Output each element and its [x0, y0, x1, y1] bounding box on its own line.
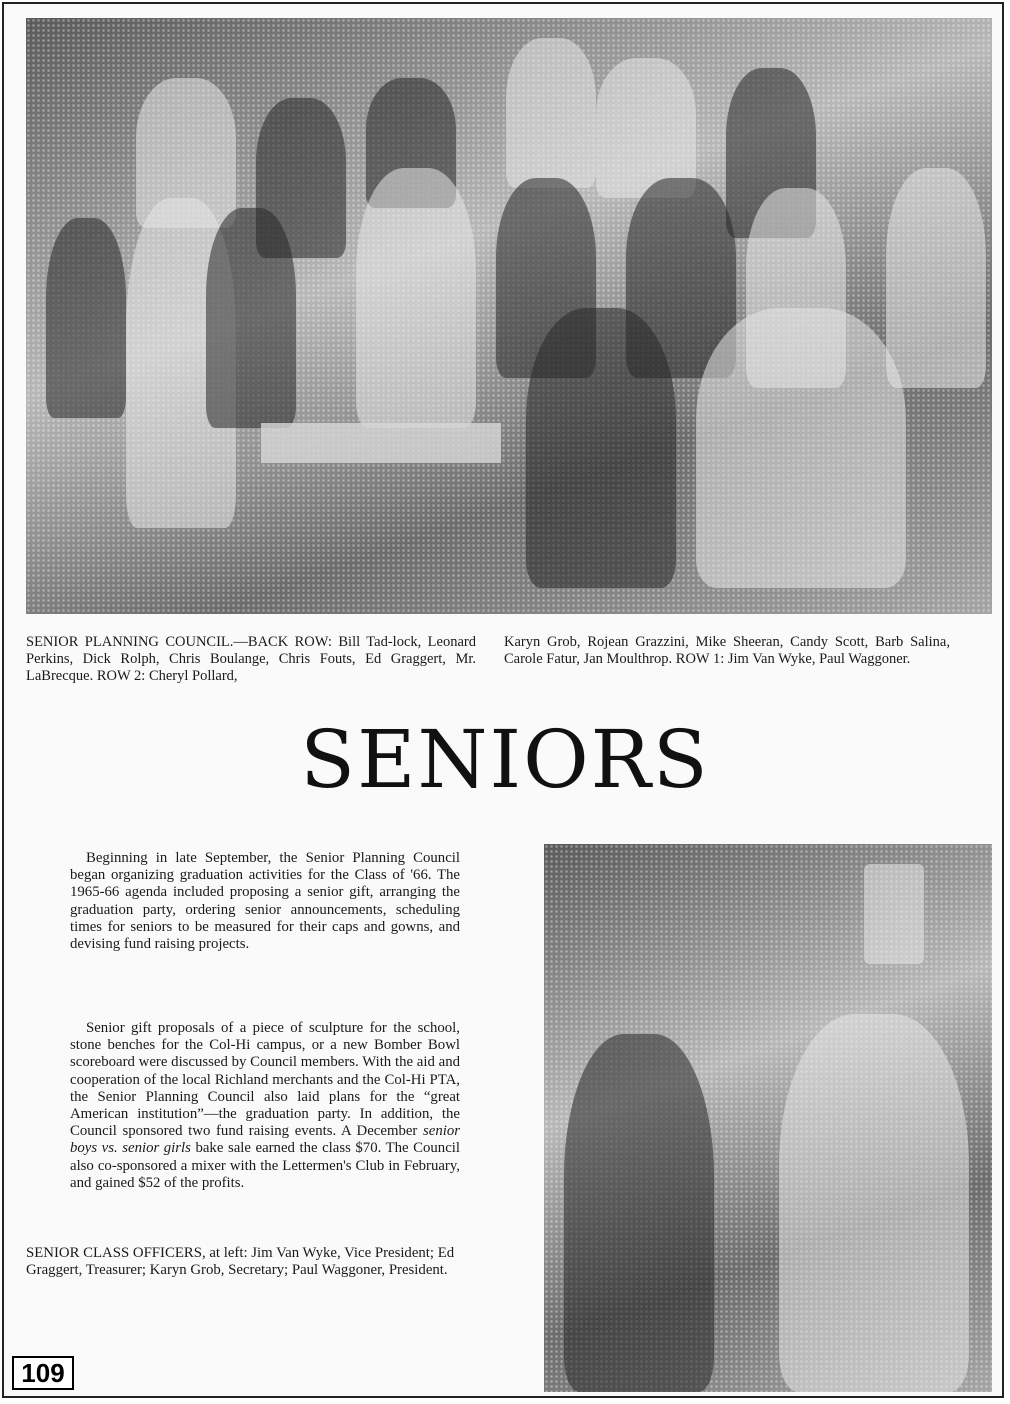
paragraph-2-italic-phrase: senior boys vs. senior girls — [70, 1123, 460, 1157]
senior-class-officers-photo — [544, 844, 992, 1392]
class-officers-caption: SENIOR CLASS OFFICERS, at left: Jim Van Wyke, Vice President; Ed Graggert, Treasurer; Karyn Grob, Secretary; Paul Waggoner, President. — [26, 1245, 455, 1279]
senior-planning-council-photo — [26, 18, 992, 614]
body-paragraph-2 — [70, 1020, 460, 1192]
paragraph-2-text-start: Senior gift proposals of a piece of sculpture for the school, stone benches for the Col-Hi campus, or a new Bomber Bowl scoreboard were discussed by Council members. With the aid and cooperation of the local Richland merchants and the Col-Hi PTA, the Senior Planning Council also laid plans for the “great American institution”—the graduation party. In addition, the Council sponsored two fund raising events. A December — [70, 1020, 460, 1140]
paragraph-2-text-end: bake sale earned the class $70. The Council also co-sponsored a mixer with the Lettermen's Club in February, and gained $52 of the profits. — [70, 1140, 460, 1191]
planning-council-caption-right: Karyn Grob, Rojean Grazzini, Mike Sheeran, Candy Scott, Barb Salina, Carole Fatur, Jan Moulthrop. ROW 1: Jim Van Wyke, Paul Waggoner. — [504, 634, 950, 667]
body-paragraph-1: Beginning in late September, the Senior Planning Council began organizing graduation activities for the Class of '66. The 1965-66 agenda included proposing a senior gift, arranging the graduation party, ordering senior announcements, scheduling times for seniors to be measured for their caps and gowns, and devising fund raising projects. — [70, 850, 460, 953]
page-title: SENIORS — [300, 713, 710, 806]
planning-council-caption-left: SENIOR PLANNING COUNCIL.—BACK ROW: Bill Tad-lock, Leonard Perkins, Dick Rolph, Chris Boulange, Chris Fouts, Ed Graggert, Mr. LaBrecque. ROW 2: Cheryl Pollard, — [26, 634, 476, 684]
page-number: 109 — [12, 1356, 74, 1390]
